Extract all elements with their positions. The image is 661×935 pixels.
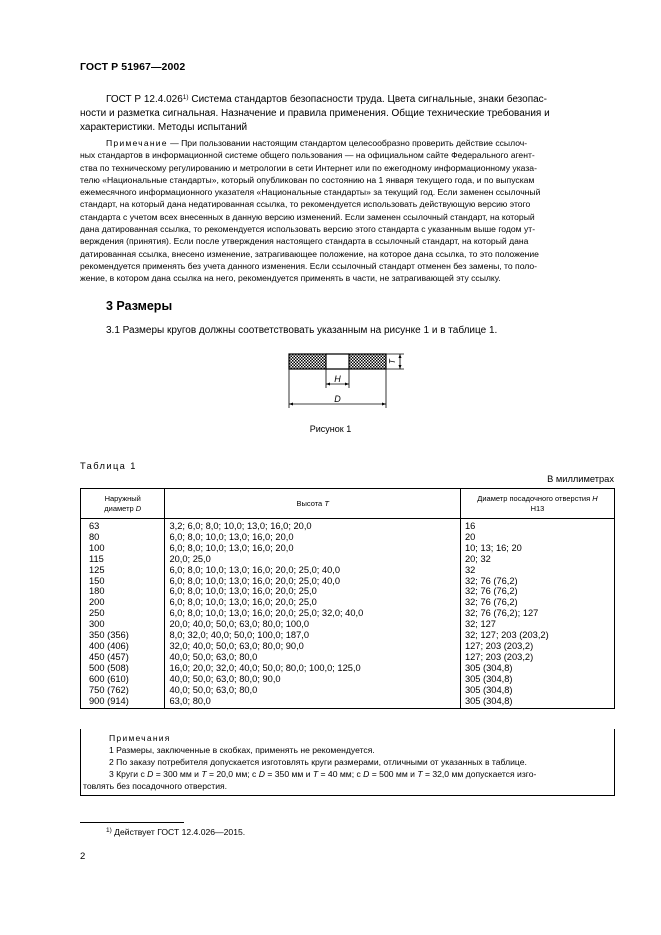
- cell-outer-diameter: 150: [81, 576, 165, 587]
- cell-height: 6,0; 8,0; 10,0; 13,0; 16,0; 20,0: [165, 532, 461, 543]
- footnote: $^{1)}$ Действует ГОСТ 12.4.026—2015.: [106, 827, 246, 837]
- ref-text: характеристики. Методы испытаний: [80, 122, 248, 133]
- cell-bore-diameter: 16: [460, 519, 614, 532]
- table-row: [81, 532, 615, 543]
- table-note: 3 Круги с D = 300 мм и T = 20,0 мм; с D = 350 мм и T = 40 мм; с D = 500 мм и T = 32,0 мм допускается изго-: [109, 769, 537, 779]
- table-caption: Таблица 1: [80, 461, 137, 471]
- cell-bore-diameter: 32; 76 (76,2); 127: [460, 608, 614, 619]
- header-outer-diameter: Наружный диаметр D: [81, 489, 165, 519]
- note-line: ства по техническому регулированию и метрологии в сети Интернет или по ежегодному информационному указа-: [80, 162, 537, 173]
- label-T: T: [388, 359, 397, 364]
- cell-bore-diameter: 32; 127; 203 (203,2): [460, 630, 614, 641]
- cell-bore-diameter: 32; 76 (76,2): [460, 586, 614, 597]
- note-label: Примечание: [106, 138, 168, 148]
- cell-outer-diameter: 500 (508): [81, 663, 165, 674]
- cell-outer-diameter: 450 (457): [81, 652, 165, 663]
- cell-height: 6,0; 8,0; 10,0; 13,0; 16,0; 20,0; 25,0; 40,0: [165, 565, 461, 576]
- cell-bore-diameter: 32; 76 (76,2): [460, 576, 614, 587]
- table-row: [81, 652, 615, 663]
- label-H: H: [334, 374, 341, 384]
- note-line: стандарта с учетом всех внесенных в данную версию изменений. Если заменен ссылочный стандарт, на который: [80, 211, 535, 222]
- cell-outer-diameter: 300: [81, 619, 165, 630]
- table-row: [81, 674, 615, 685]
- note-line: стандарт, на который дана недатированная ссылка, то рекомендуется использовать действующую версию этого: [80, 199, 531, 210]
- cell-bore-diameter: 20; 32: [460, 554, 614, 565]
- note-line: телю «Национальные стандарты», который опубликован по состоянию на 1 января текущего года, и по выпускам: [80, 174, 535, 185]
- table-row: [81, 685, 615, 696]
- cell-height: 40,0; 50,0; 63,0; 80,0: [165, 652, 461, 663]
- table-row: [81, 586, 615, 597]
- note-line: дана датированная ссылка, то рекомендуется использовать версию этого стандарта с указанным выше годом ут-: [80, 224, 536, 235]
- ref-text: ности и разметка сигнальная. Назначение и правила применения. Общие технические требования и: [80, 108, 550, 119]
- cell-height: 3,2; 6,0; 8,0; 10,0; 13,0; 16,0; 20,0: [165, 519, 461, 532]
- dimensions-table: [80, 488, 615, 709]
- table-row: [81, 630, 615, 641]
- table-row: [81, 565, 615, 576]
- cell-height: 63,0; 80,0: [165, 696, 461, 709]
- cell-bore-diameter: 305 (304,8): [460, 674, 614, 685]
- table-row: [81, 663, 615, 674]
- cell-outer-diameter: 900 (914): [81, 696, 165, 709]
- footnote-divider: [80, 822, 184, 823]
- page-number: 2: [80, 851, 86, 862]
- table-note: товлять без посадочного отверстия.: [83, 781, 228, 791]
- header-height: Высота T: [165, 489, 461, 519]
- reference-paragraph: [80, 91, 598, 135]
- table-row: [81, 597, 615, 608]
- ref-text: ГОСТ Р 12.4.026: [106, 94, 183, 105]
- cell-bore-diameter: 127; 203 (203,2): [460, 652, 614, 663]
- section-paragraph: 3.1 Размеры кругов должны соответствовать указанным на рисунке 1 и в таблице 1.: [106, 325, 498, 336]
- cell-outer-diameter: 125: [81, 565, 165, 576]
- grinding-wheel-drawing: [286, 351, 412, 412]
- section-title: 3 Размеры: [106, 299, 173, 313]
- cell-outer-diameter: 250: [81, 608, 165, 619]
- notes-label: Примечания: [109, 733, 171, 743]
- table-note: 1 Размеры, заключенные в скобках, применять не рекомендуется.: [109, 745, 375, 755]
- cell-height: 32,0; 40,0; 50,0; 63,0; 80,0; 90,0: [165, 641, 461, 652]
- table-units: В миллиметрах: [547, 474, 614, 484]
- cell-height: 16,0; 20,0; 32,0; 40,0; 50,0; 80,0; 100,0; 125,0: [165, 663, 461, 674]
- wheel-section-left: [289, 354, 326, 369]
- note-line: датированная ссылка, внесено изменение, затрагивающее положение, на которое дана ссылка, то это положение: [80, 248, 539, 259]
- cell-outer-diameter: 200: [81, 597, 165, 608]
- cell-bore-diameter: 305 (304,8): [460, 696, 614, 709]
- cell-height: 40,0; 50,0; 63,0; 80,0: [165, 685, 461, 696]
- cell-height: 40,0; 50,0; 63,0; 80,0; 90,0: [165, 674, 461, 685]
- cell-outer-diameter: 350 (356): [81, 630, 165, 641]
- cell-outer-diameter: 180: [81, 586, 165, 597]
- usage-note: [80, 137, 598, 285]
- wheel-section-right: [349, 354, 386, 369]
- note-line: жение, в котором дана ссылка на него, рекомендуется применять в части, не затрагивающей эту ссылку.: [80, 273, 501, 284]
- cell-outer-diameter: 100: [81, 543, 165, 554]
- cell-height: 6,0; 8,0; 10,0; 13,0; 16,0; 20,0; 25,0: [165, 597, 461, 608]
- cell-bore-diameter: 127; 203 (203,2): [460, 641, 614, 652]
- cell-height: 20,0; 25,0: [165, 554, 461, 565]
- footnote-marker: 1): [182, 94, 189, 101]
- cell-bore-diameter: 20: [460, 532, 614, 543]
- note-line: ежемесячного информационного указателя «Национальные стандарты» за текущий год. Если заменен ссылочный: [80, 187, 541, 198]
- table-row: [81, 696, 615, 709]
- cell-bore-diameter: 305 (304,8): [460, 685, 614, 696]
- table-note: 2 По заказу потребителя допускается изготовлять круги размерами, отличными от указанных в таблице.: [109, 757, 527, 767]
- header-bore-diameter: Диаметр посадочного отверстия H H13: [460, 489, 614, 519]
- cell-outer-diameter: 400 (406): [81, 641, 165, 652]
- cell-outer-diameter: 80: [81, 532, 165, 543]
- document-header: ГОСТ Р 51967—2002: [80, 61, 186, 73]
- cell-bore-diameter: 305 (304,8): [460, 663, 614, 674]
- cell-bore-diameter: 32; 127: [460, 619, 614, 630]
- table-row: [81, 554, 615, 565]
- table-header-row: [81, 489, 615, 519]
- note-line: верждения (принятия). Если после утверждения настоящего стандарта в ссылочный стандарт, на который дана: [80, 236, 529, 247]
- table-row: [81, 608, 615, 619]
- cell-bore-diameter: 32; 76 (76,2): [460, 597, 614, 608]
- figure-caption: Рисунок 1: [309, 424, 352, 434]
- cell-height: 6,0; 8,0; 10,0; 13,0; 16,0; 20,0; 25,0: [165, 586, 461, 597]
- ref-text: Система стандартов безопасности труда. Цвета сигнальные, знаки безопас-: [188, 94, 547, 105]
- cell-height: 6,0; 8,0; 10,0; 13,0; 16,0; 20,0: [165, 543, 461, 554]
- cell-height: 6,0; 8,0; 10,0; 13,0; 16,0; 20,0; 25,0; 40,0: [165, 576, 461, 587]
- label-D: D: [334, 394, 341, 404]
- table-notes: [80, 729, 615, 796]
- cell-outer-diameter: 115: [81, 554, 165, 565]
- note-line: ных стандартов в информационной системе общего пользования — на официальном сайте Федерального агент-: [80, 150, 535, 161]
- cell-outer-diameter: 600 (610): [81, 674, 165, 685]
- note-line: — При пользовании настоящим стандартом целесообразно проверить действие ссылоч-: [167, 138, 528, 148]
- cell-height: 6,0; 8,0; 10,0; 13,0; 16,0; 20,0; 25,0; 32,0; 40,0: [165, 608, 461, 619]
- table-row: [81, 543, 615, 554]
- table-row: [81, 576, 615, 587]
- note-line: рекомендуется применять без учета данного изменения. Если ссылочный стандарт отменен без замены, то поло-: [80, 260, 538, 271]
- cell-height: 20,0; 40,0; 50,0; 63,0; 80,0; 100,0: [165, 619, 461, 630]
- table-row: [81, 641, 615, 652]
- cell-bore-diameter: 10; 13; 16; 20: [460, 543, 614, 554]
- cell-bore-diameter: 32: [460, 565, 614, 576]
- cell-outer-diameter: 63: [81, 519, 165, 532]
- cell-height: 8,0; 32,0; 40,0; 50,0; 100,0; 187,0: [165, 630, 461, 641]
- table-row: [81, 619, 615, 630]
- cell-outer-diameter: 750 (762): [81, 685, 165, 696]
- table-row: [81, 519, 615, 532]
